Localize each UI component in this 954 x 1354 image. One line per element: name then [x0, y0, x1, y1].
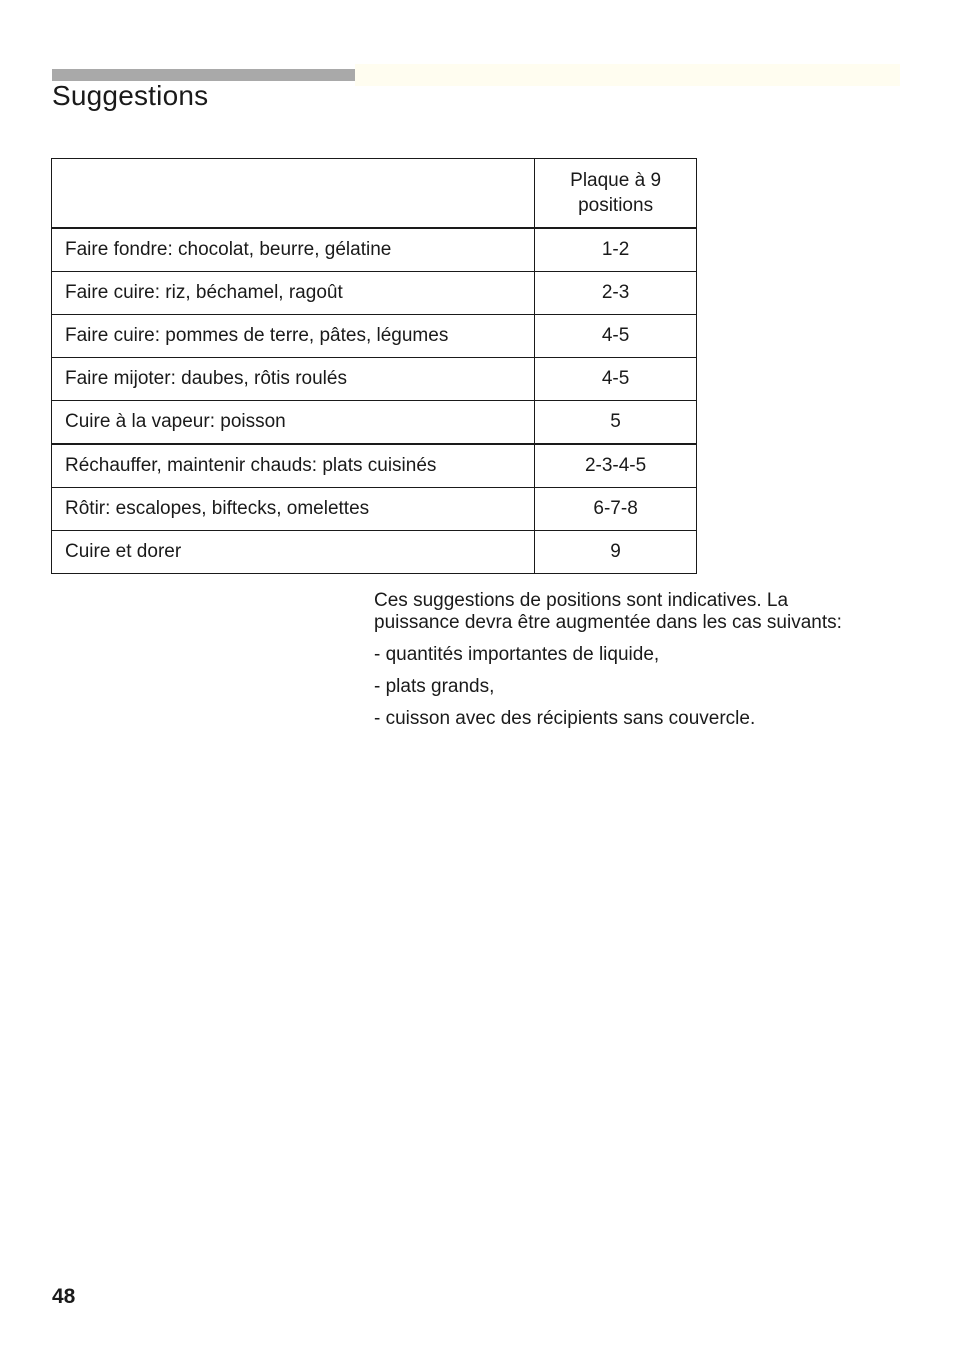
- header-band: [355, 64, 900, 86]
- table-cell-dish: Faire fondre: chocolat, beurre, gélatine: [52, 228, 535, 272]
- notes-block: [374, 590, 864, 740]
- table-cell-dish: Cuire et dorer: [52, 531, 535, 574]
- table-cell-level: 5: [535, 401, 697, 445]
- table-cell-level: 2-3-4-5: [535, 444, 697, 488]
- table-row: [52, 444, 697, 488]
- table-cell-dish: Faire mijoter: daubes, rôtis roulés: [52, 358, 535, 401]
- table-row: [52, 315, 697, 358]
- list-item: - plats grands,: [374, 676, 495, 697]
- table-cell-level: 4-5: [535, 315, 697, 358]
- table-row: [52, 358, 697, 401]
- notes-list: [374, 644, 864, 730]
- table-cell-dish: Faire cuire: pommes de terre, pâtes, légumes: [52, 315, 535, 358]
- table-row: [52, 488, 697, 531]
- list-item: - quantités importantes de liquide,: [374, 644, 660, 665]
- table-cell-dish: Faire cuire: riz, béchamel, ragoût: [52, 272, 535, 315]
- table-cell-dish: Réchauffer, maintenir chauds: plats cuisinés: [52, 444, 535, 488]
- section-title: Suggestions: [52, 80, 209, 111]
- table-cell-level: 4-5: [535, 358, 697, 401]
- table-header-level: Plaque à 9 positions: [535, 159, 697, 229]
- table-row: [52, 228, 697, 272]
- table-row: [52, 531, 697, 574]
- table-cell-dish: Cuire à la vapeur: poisson: [52, 401, 535, 445]
- list-item: - cuisson avec des récipients sans couvercle.: [374, 708, 756, 729]
- table-cell-level: 2-3: [535, 272, 697, 315]
- table-cell-dish: Rôtir: escalopes, biftecks, omelettes: [52, 488, 535, 531]
- table-cell-level: 1-2: [535, 228, 697, 272]
- table-header-row: [52, 159, 697, 229]
- table-row: [52, 272, 697, 315]
- table-row: [52, 401, 697, 445]
- table-cell-level: 9: [535, 531, 697, 574]
- suggestions-table: [51, 158, 697, 574]
- table-header-blank-cell: [52, 159, 535, 229]
- notes-intro: Ces suggestions de positions sont indicatives. La puissance devra être augmentée dans les cas suivants:: [374, 590, 842, 633]
- page-number: 48: [52, 1285, 76, 1308]
- table-cell-level: 6-7-8: [535, 488, 697, 531]
